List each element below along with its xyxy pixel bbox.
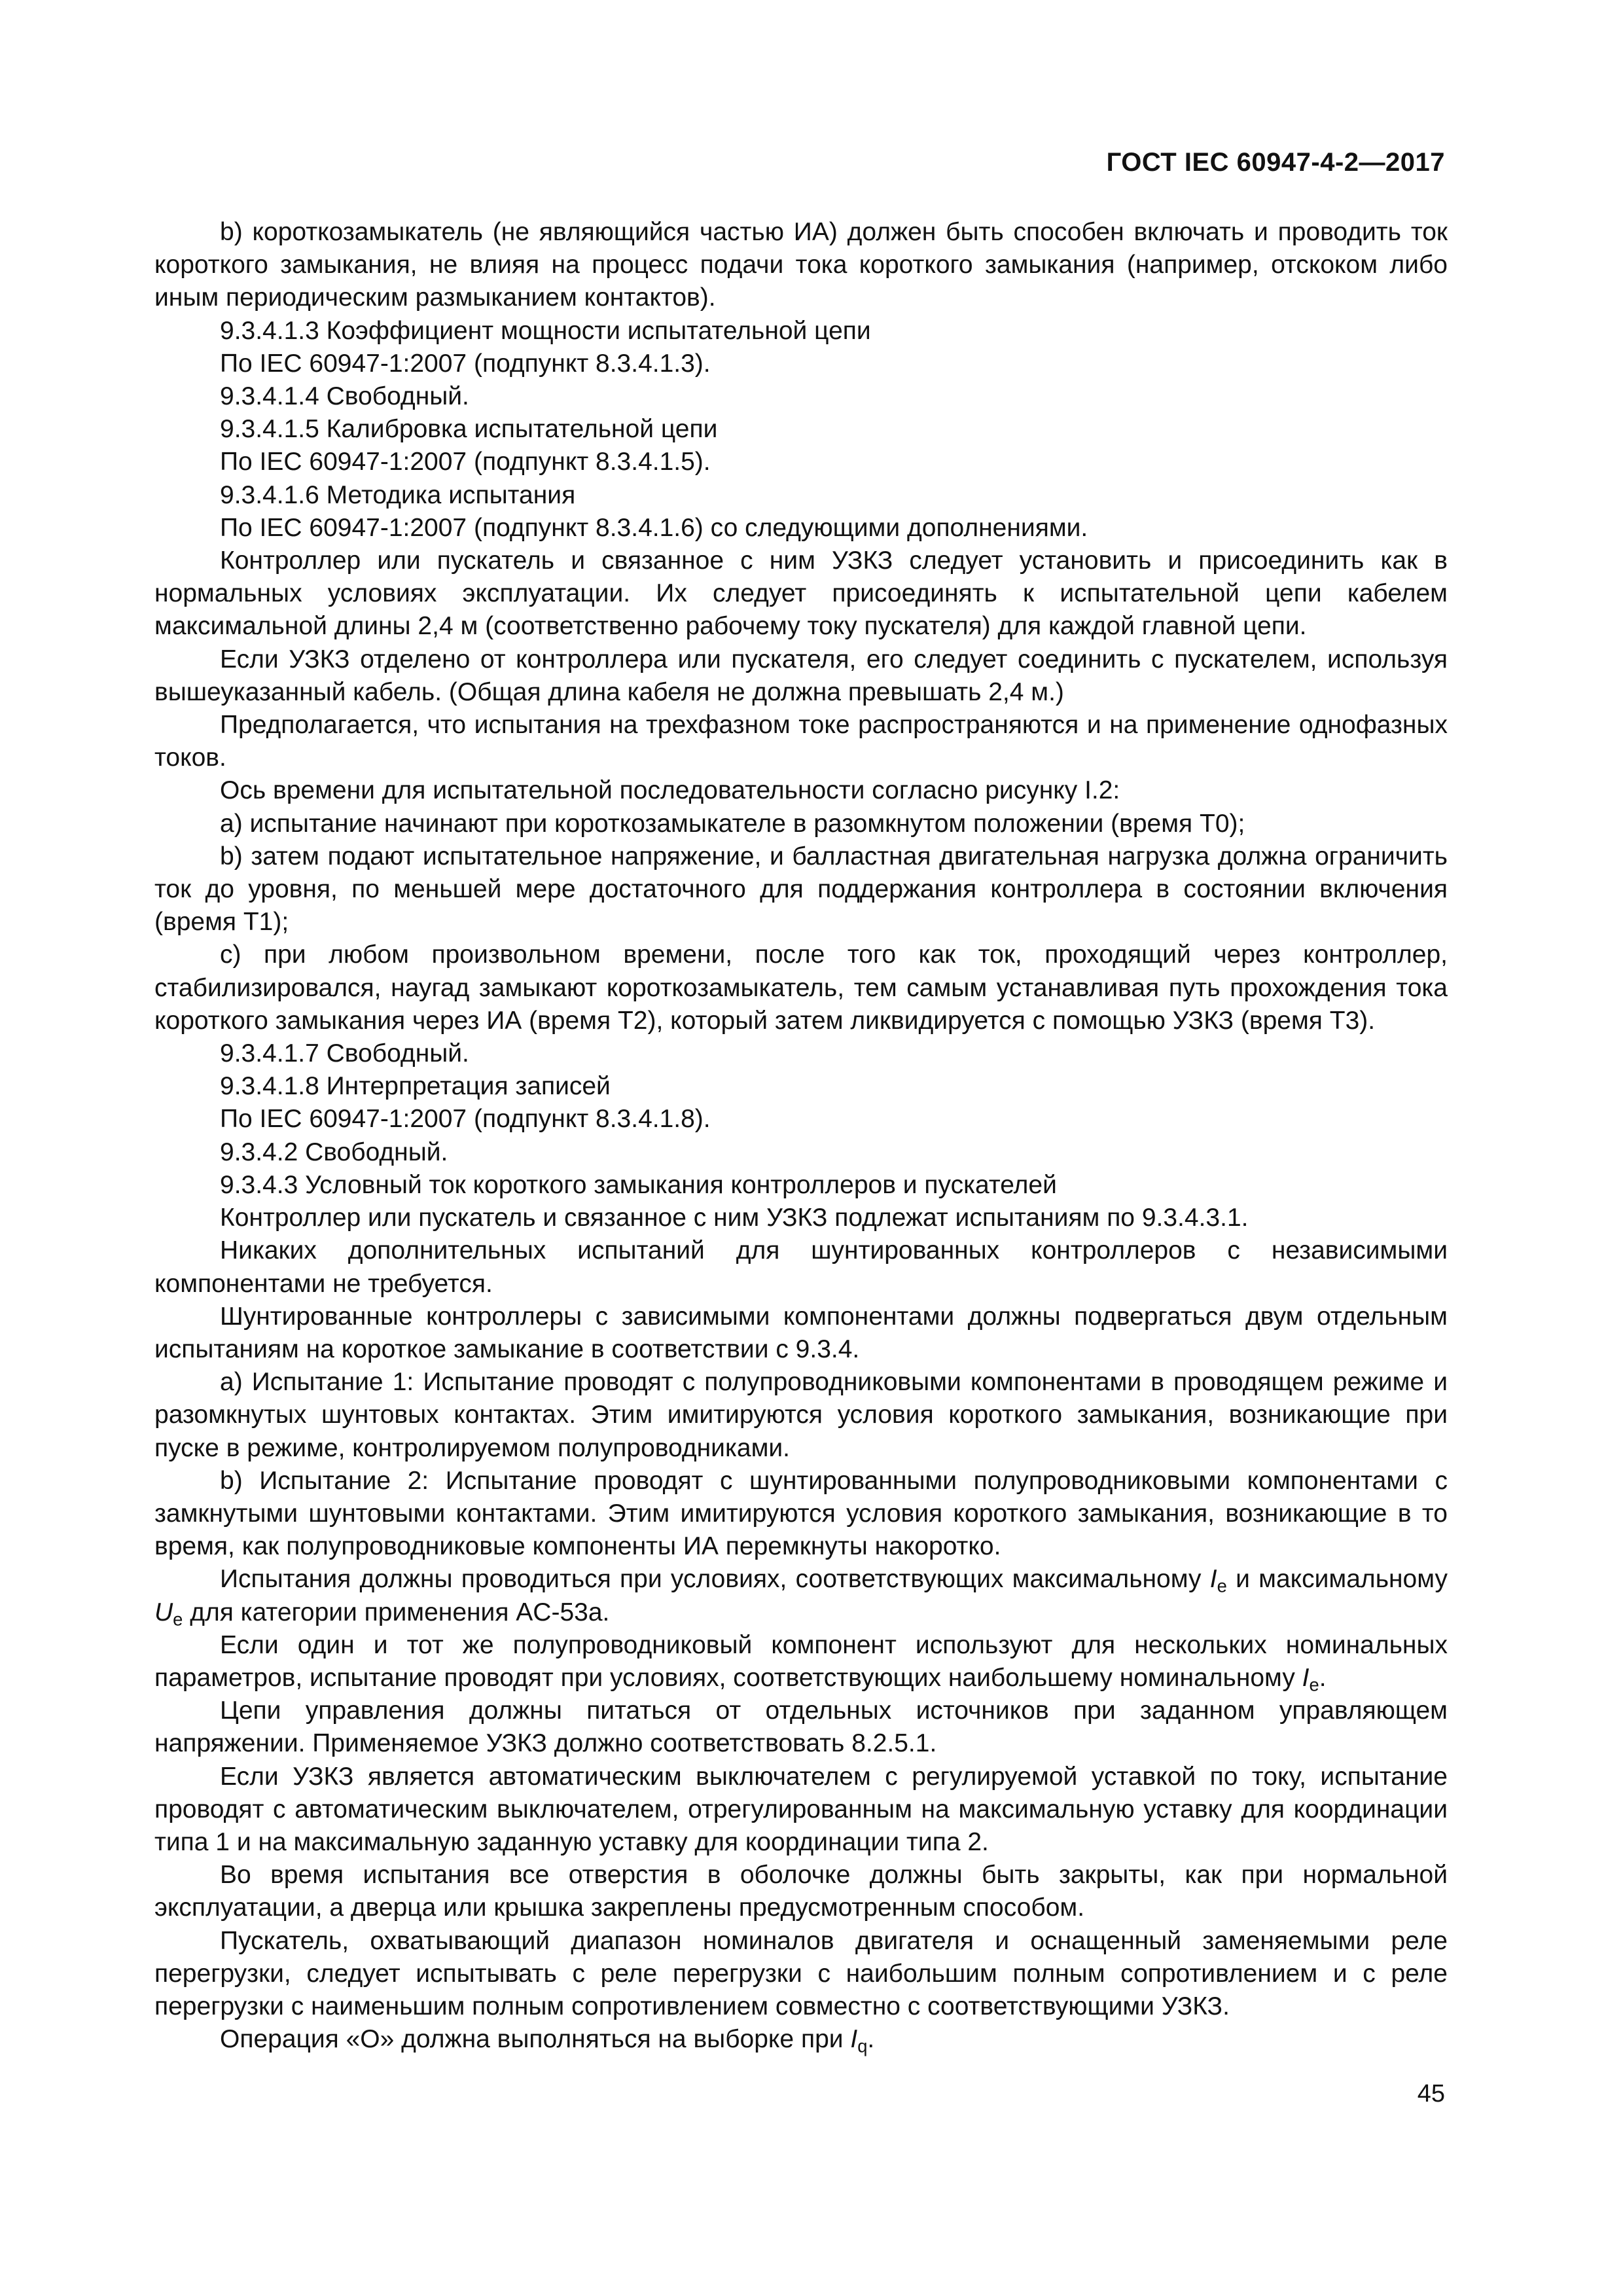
paragraph: Предполагается, что испытания на трехфазном токе распространяются и на применение однофазных токов. <box>154 711 1448 772</box>
paragraph: 9.3.4.1.7 Свободный. <box>220 1039 469 1068</box>
paragraph: Контроллер или пускатель и связанное с ним УЗКЗ следует установить и присоединить как в нормальных условиях эксплуатации. Их следует присоединять к испытательной цепи кабелем максимальной длины 2,4 м (соответственно рабочему току пускателя) для каждой главной цепи. <box>154 547 1448 641</box>
paragraph: 9.3.4.3 Условный ток короткого замыкания контроллеров и пускателей <box>220 1170 1057 1199</box>
paragraph-with-formula <box>154 2023 1448 2056</box>
page-number: 45 <box>1417 2080 1445 2108</box>
paragraph: b) короткозамыкатель (не являющийся частью ИА) должен быть способен включать и проводить ток короткого замыкания, не влияя на процесс подачи тока короткого замыкания (например, отскоком либо иным периодическим размыканием контактов). <box>154 218 1448 312</box>
text-run: и максимальному <box>1226 1565 1448 1594</box>
paragraph: Контроллер или пускатель и связанное с ним УЗКЗ подлежат испытаниям по 9.3.4.3.1. <box>220 1204 1249 1232</box>
symbol-current: I <box>1209 1565 1217 1594</box>
paragraph: b) затем подают испытательное напряжение, и балластная двигательная нагрузка должна ограничить ток до уровня, по меньшей мере достаточного для поддержания контроллера в состоянии включения (время T1); <box>154 842 1448 937</box>
text-run: . <box>1319 1663 1327 1692</box>
text-run: Операция «О» должна выполняться на выборке при <box>220 2025 851 2054</box>
paragraph: Цепи управления должны питаться от отдельных источников при заданном управляющем напряжении. Применяемое УЗКЗ должно соответствовать 8.2.5.1. <box>154 1696 1448 1758</box>
paragraph: По IEC 60947-1:2007 (подпункт 8.3.4.1.3). <box>220 349 711 378</box>
paragraph: 9.3.4.1.5 Калибровка испытательной цепи <box>220 415 718 444</box>
paragraph-with-formula <box>154 1563 1448 1628</box>
paragraph: b) Испытание 2: Испытание проводят с шунтированными полупроводниковыми компонентами с замкнутыми шунтовыми контактами. Этим имитируются условия короткого замыкания, возникающие в то время, как полупроводниковые компоненты ИА перемкнуты накоротко. <box>154 1466 1448 1561</box>
text-run: Испытания должны проводиться при условиях, соответствующих максимальному <box>220 1565 1210 1594</box>
subscript: e <box>1217 1575 1227 1596</box>
paragraph: 9.3.4.2 Свободный. <box>220 1138 448 1166</box>
paragraph: Если УЗКЗ отделено от контроллера или пускателя, его следует соединить с пускателем, используя вышеуказанный кабель. (Общая длина кабеля не должна превышать 2,4 м.) <box>154 645 1448 706</box>
symbol-voltage: U <box>154 1598 173 1626</box>
symbol-current: I <box>850 2025 858 2054</box>
symbol-current: I <box>1302 1663 1310 1692</box>
paragraph: c) при любом произвольном времени, после того как ток, проходящий через контроллер, стабилизировался, наугад замыкают короткозамыкатель, тем самым устанавливая путь прохождения тока короткого замыкания через ИА (время T2), который затем ликвидируется с помощью УЗКЗ (время T3). <box>154 941 1448 1035</box>
paragraph: 9.3.4.1.6 Методика испытания <box>220 480 576 509</box>
paragraph-with-formula <box>154 1629 1448 1695</box>
subscript: e <box>173 1609 183 1630</box>
paragraph: 9.3.4.1.3 Коэффициент мощности испытательной цепи <box>220 316 871 345</box>
paragraph: По IEC 60947-1:2007 (подпункт 8.3.4.1.6) со следующими дополнениями. <box>220 513 1088 542</box>
subscript: e <box>1309 1674 1319 1695</box>
paragraph: 9.3.4.1.4 Свободный. <box>220 382 469 411</box>
paragraph: По IEC 60947-1:2007 (подпункт 8.3.4.1.8). <box>220 1105 711 1134</box>
text-run: . <box>867 2025 875 2054</box>
text-run: Если один и тот же полупроводниковый компонент используют для нескольких номинальных параметров, испытание проводят при условиях, соответствующих наибольшему номинальному <box>154 1630 1448 1692</box>
paragraph: Во время испытания все отверстия в оболочке должны быть закрыты, как при нормальной эксплуатации, а дверца или крышка закреплены предусмотренным способом. <box>154 1861 1448 1922</box>
paragraph: Если УЗКЗ является автоматическим выключателем с регулируемой уставкой по току, испытание проводят с автоматическим выключателем, отрегулированным на максимальную уставку для координации типа 1 и на максимальную заданную уставку для координации типа 2. <box>154 1762 1448 1856</box>
paragraph: Ось времени для испытательной последовательности согласно рисунку I.2: <box>220 776 1120 805</box>
paragraph: a) Испытание 1: Испытание проводят с полупроводниковыми компонентами в проводящем режиме и разомкнутых шунтовых контактах. Этим имитируются условия короткого замыкания, возникающие при пуске в режиме, контролируемом полупроводниками. <box>154 1368 1448 1462</box>
paragraph: a) испытание начинают при короткозамыкателе в разомкнутом положении (время T0); <box>220 809 1245 838</box>
paragraph: Пускатель, охватывающий диапазон номиналов двигателя и оснащенный заменяемыми реле перегрузки, следует испытывать с реле перегрузки с наибольшим полным сопротивлением и с реле перегрузки с наименьшим полным сопротивлением совместно с соответствующими УЗКЗ. <box>154 1926 1448 2020</box>
subscript: q <box>857 2036 868 2056</box>
paragraph: По IEC 60947-1:2007 (подпункт 8.3.4.1.5). <box>220 448 711 476</box>
text-run: для категории применения AC-53a. <box>183 1598 610 1626</box>
standard-header: ГОСТ IEC 60947-4-2—2017 <box>1106 148 1445 177</box>
paragraph: Шунтированные контроллеры с зависимыми компонентами должны подвергаться двум отдельным испытаниям на короткое замыкание в соответствии с 9.3.4. <box>154 1302 1448 1363</box>
paragraph: Никаких дополнительных испытаний для шунтированных контроллеров с независимыми компонентами не требуется. <box>154 1236 1448 1298</box>
body-text <box>154 216 1448 2056</box>
paragraph: 9.3.4.1.8 Интерпретация записей <box>220 1072 611 1101</box>
